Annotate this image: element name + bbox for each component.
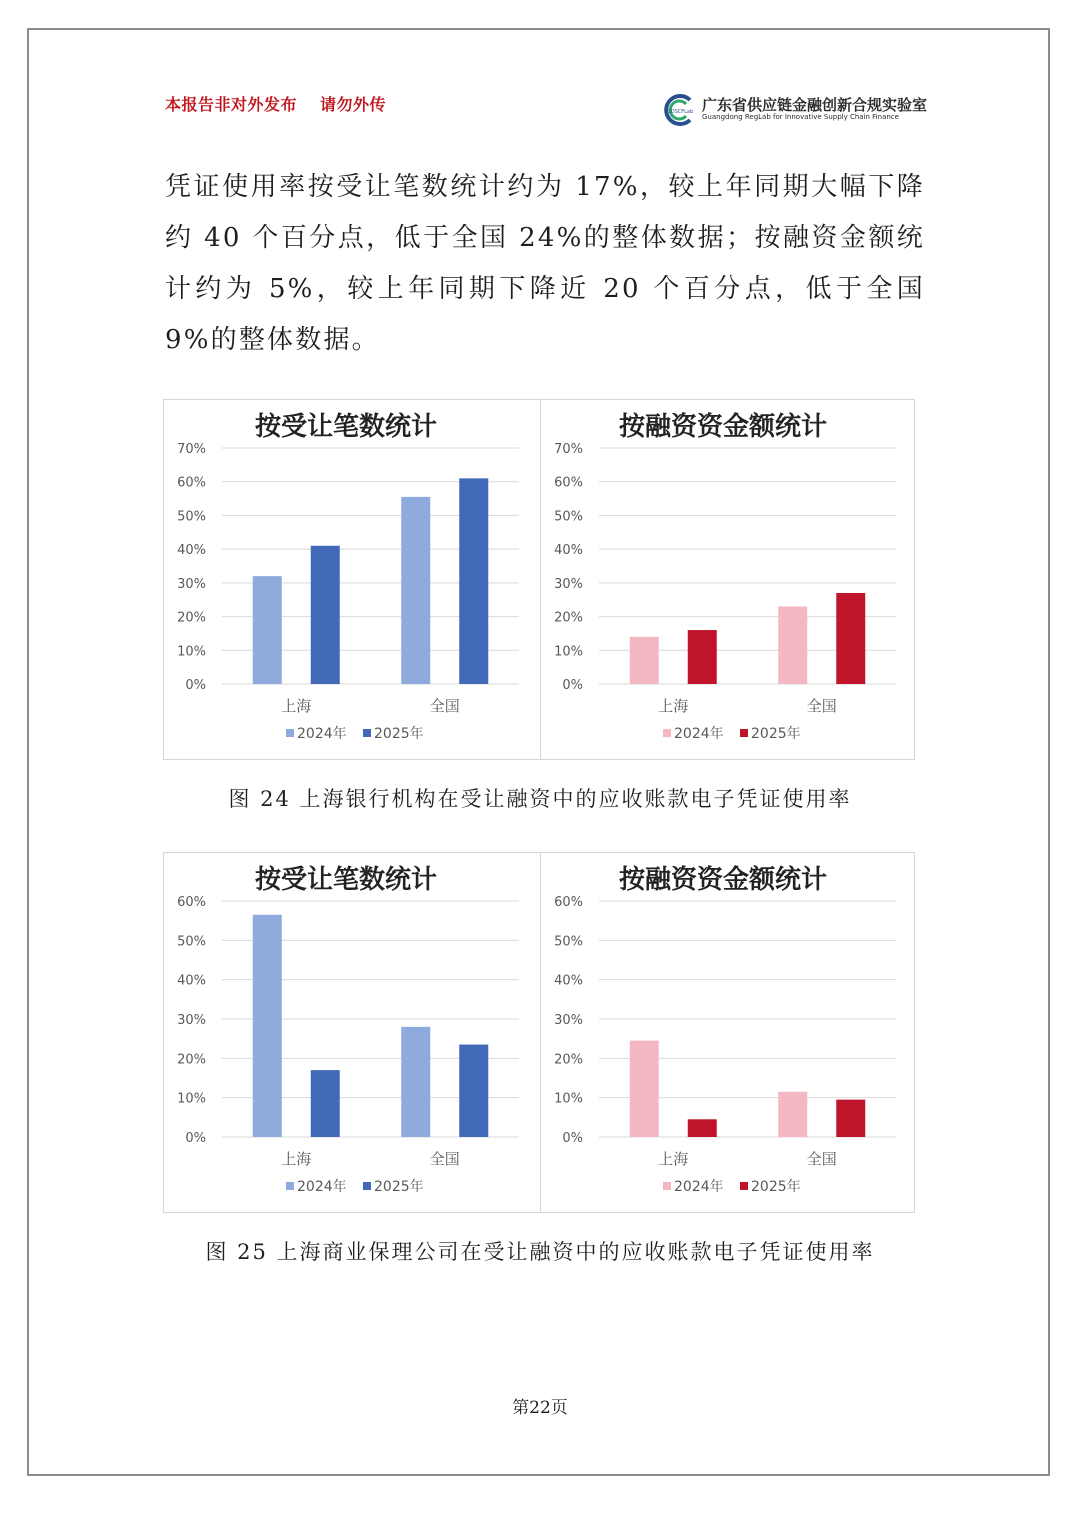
y-tick-label: 0% [562,1131,583,1146]
bar-2025年-全国 [459,1045,488,1137]
x-category-label: 上海 [281,697,312,715]
y-tick-label: 60% [177,475,206,491]
x-category-label: 上海 [281,1150,312,1168]
y-tick-label: 40% [177,973,206,989]
bar-2025年-上海 [688,630,717,684]
x-category-label: 全国 [429,697,460,715]
legend-label: 2025年 [751,726,801,742]
chart-title: 按受让笔数统计 [254,865,438,895]
bar-2024年-上海 [630,1041,659,1137]
figure-24-charts [163,399,915,760]
y-tick-label: 30% [554,1013,583,1028]
legend-swatch [363,1182,371,1190]
y-tick-label: 50% [177,934,206,950]
lab-logo [660,92,928,128]
legend-swatch [740,1182,748,1190]
y-tick-label: 0% [185,678,206,693]
chart-panel [540,853,916,1212]
bar-2024年-全国 [778,606,807,684]
legend-swatch [363,729,371,737]
y-tick-label: 40% [554,973,583,989]
chart-panel [164,400,539,759]
bar-2024年-全国 [401,1027,430,1137]
bar-2025年-上海 [311,1070,340,1137]
chart-title: 按受让笔数统计 [254,412,438,442]
x-category-label: 全国 [806,1150,837,1168]
y-tick-label: 50% [554,509,583,525]
x-category-label: 上海 [658,697,689,715]
lab-name: 广东省供应链金融创新合规实验室 [702,96,928,114]
y-tick-label: 10% [554,644,583,660]
legend-label: 2025年 [374,726,424,742]
y-tick-label: 60% [554,895,583,910]
no-distribution-notice: 请勿外传 [320,95,387,114]
x-category-label: 上海 [658,1150,689,1168]
y-tick-label: 30% [177,1013,206,1028]
bar-2024年-上海 [630,637,659,684]
bar-2024年-上海 [253,915,282,1137]
y-tick-label: 10% [177,644,206,660]
y-tick-label: 0% [562,678,583,693]
bar-2025年-全国 [459,478,488,684]
bar-2025年-全国 [836,593,865,684]
chart-panel [540,400,916,759]
logo-ring-icon [660,92,700,128]
logo-badge-text: GDSCFLab [666,109,694,115]
y-tick-label: 60% [554,475,583,491]
bar-chart [164,853,539,1212]
lab-english-name: Guangdong RegLab for Innovative Supply Chain Finance [702,113,899,121]
y-tick-label: 20% [177,610,206,626]
figure-caption: 图 24 上海银行机构在受让融资中的应收账款电子凭证使用率 [228,787,852,811]
legend-label: 2024年 [674,726,724,742]
x-category-label: 全国 [429,1150,460,1168]
y-tick-label: 60% [177,895,206,910]
y-tick-label: 50% [554,934,583,950]
confidential-notice: 本报告非对外发布 [165,95,298,114]
body-paragraph: 凭证使用率按受让笔数统计约为 17%，较上年同期大幅下降约 40 个百分点，低于全国 24%的整体数据；按融资金额统计约为 5%，较上年同期下降近 20 个百分点，低于全国 9%的整体数据。 [165,172,925,355]
legend-label: 2024年 [674,1179,724,1195]
bar-2024年-上海 [253,576,282,684]
y-tick-label: 20% [177,1052,206,1068]
legend-swatch [663,729,671,737]
legend-label: 2024年 [297,726,347,742]
legend-swatch [663,1182,671,1190]
x-category-label: 全国 [806,697,837,715]
bar-chart [164,400,539,759]
bar-2025年-上海 [688,1119,717,1137]
bar-chart [541,853,916,1212]
legend-swatch [286,729,294,737]
bar-2024年-全国 [401,497,430,684]
bar-chart [541,400,916,759]
chart-panel [164,853,539,1212]
y-tick-label: 40% [554,543,583,559]
figure-25-charts [163,852,915,1213]
y-tick-label: 40% [177,543,206,559]
legend-label: 2025年 [374,1179,424,1195]
legend-swatch [286,1182,294,1190]
figure-caption: 图 25 上海商业保理公司在受让融资中的应收账款电子凭证使用率 [205,1240,875,1264]
legend-swatch [740,729,748,737]
page-number: 第22页 [512,1398,568,1418]
legend-label: 2025年 [751,1179,801,1195]
chart-title: 按融资资金额统计 [618,412,828,442]
bar-2025年-全国 [836,1100,865,1137]
y-tick-label: 50% [177,509,206,525]
y-tick-label: 70% [177,442,206,457]
y-tick-label: 10% [177,1091,206,1107]
y-tick-label: 20% [554,1052,583,1068]
chart-title: 按融资资金额统计 [618,865,828,895]
y-tick-label: 20% [554,610,583,626]
y-tick-label: 0% [185,1131,206,1146]
bar-2024年-全国 [778,1092,807,1137]
y-tick-label: 30% [554,576,583,592]
bar-2025年-上海 [311,546,340,684]
legend-label: 2024年 [297,1179,347,1195]
y-tick-label: 70% [554,442,583,457]
y-tick-label: 10% [554,1091,583,1107]
y-tick-label: 30% [177,576,206,592]
